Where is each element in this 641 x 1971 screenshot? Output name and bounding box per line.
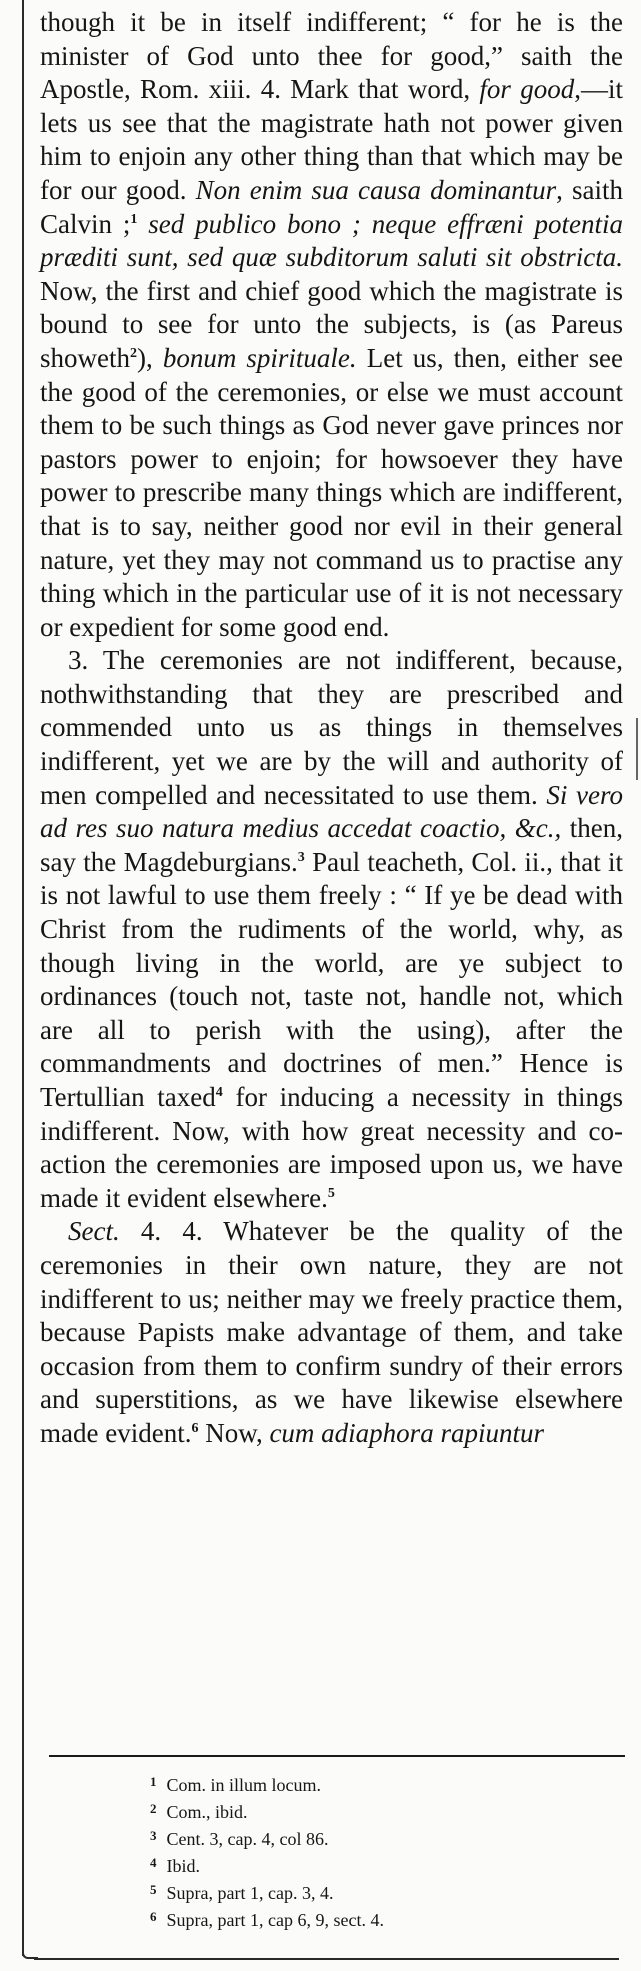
footnote-ref: 1: [130, 211, 138, 227]
footnote: [150, 1851, 620, 1878]
text-run: Let us, then, either see the good of the ceremonies, or else we must account them to be such things as God never gave princes nor pastors power to enjoin; for howsoever they have power to prescribe many things which are indifferent, that is to say, neither good nor evil in their general nature, yet they may not command us to practise any thing which in the particular use of it is not necessary or expedient for some good end.: [40, 342, 623, 642]
text-run: 4. 4. Whatever be the quality of the ceremonies in their own nature, they are not indifferent to us; neither may we freely practice them, because Papists make advantage of them, and take occasion from them to confirm sundry of their errors and superstitions, as we have likewise elsewhere made evident.: [40, 1216, 623, 1448]
footnote-ref: 2: [130, 345, 137, 361]
text-run: then, say the Magdeburgians.: [40, 813, 623, 877]
paragraph-2: [40, 644, 623, 1215]
footnote-number: 6: [150, 1909, 157, 1924]
footnote-text: Com., ibid.: [166, 1802, 248, 1822]
body-text: [40, 6, 623, 1451]
footnote-divider: [49, 1755, 625, 1757]
latin-quote: cum adiaphora rapiuntur: [269, 1417, 544, 1448]
latin-quote: Non enim sua causa dominantur: [195, 174, 557, 205]
footnote-number: 4: [150, 1855, 157, 1870]
footnote-ref: 3: [297, 849, 305, 865]
scan-mark: [636, 718, 638, 780]
italic-run: for good: [479, 74, 575, 105]
left-margin-line: [22, 0, 24, 1956]
footnote-ref: 5: [327, 1185, 335, 1201]
footnote: [150, 1878, 620, 1905]
latin-quote: Si vero ad res suo natura medius accedat coactio, &c.,: [40, 779, 623, 844]
footnote-text: Cent. 3, cap. 4, col 86.: [166, 1829, 329, 1849]
text-run: for inducing a necessity in things indifferent. Now, with how great necessity and co-action the ceremonies are imposed upon us, we have made it evident elsewhere.: [40, 1082, 623, 1213]
footnote-ref: 6: [191, 1420, 199, 1436]
paragraph-3: [40, 1215, 623, 1450]
section-marker: Sect.: [68, 1216, 120, 1247]
text-run: , saith Calvin ;: [40, 174, 623, 239]
footnote-ref: 4: [215, 1085, 223, 1100]
text-run: Now,: [198, 1417, 270, 1448]
footnote-number: 2: [150, 1801, 157, 1816]
footnote-text: Supra, part 1, cap 6, 9, sect. 4.: [166, 1910, 384, 1930]
footnote: [150, 1905, 620, 1932]
footnote-text: Ibid.: [166, 1856, 200, 1876]
latin-quote: bonum spirituale.: [162, 342, 357, 373]
bottom-margin-line: [34, 1958, 619, 1960]
footnote-text: Com. in illum locum.: [166, 1775, 322, 1795]
paragraph-1: [40, 6, 623, 644]
footnote: [150, 1824, 620, 1851]
footnote: [150, 1770, 620, 1797]
text-run: 3. The ceremonies are not indifferent, because, nothwithstanding that they are prescribed and commended unto us as things in themselves indifferent, yet we are by the will and authority of men compelled and necessitated to use them.: [40, 645, 623, 810]
text-run: though it be in itself indifferent; “ for he is the minister of God unto thee for good,” saith the Apostle, Rom. xiii. 4. Mark that word,: [40, 7, 623, 105]
text-run: ,—it lets us see that the magistrate hath not power given him to enjoin any other thing than that which may be for our good.: [40, 74, 623, 205]
footnote: [150, 1797, 620, 1824]
corner-mark: [22, 1945, 38, 1959]
footnote-number: 3: [150, 1828, 157, 1843]
text-run: ),: [137, 342, 163, 373]
footnote-text: Supra, part 1, cap. 3, 4.: [166, 1883, 334, 1903]
text-run: Paul teacheth, Col. ii., that it is not lawful to use them freely : “ If ye be dead with Christ from the rudiments of the world, why, as though living in the world, are ye subject to ordinances (touch not, taste not, handle not, which are all to perish with the using), after the commandments and doctrines of men.” Hence is Tertullian taxed: [40, 846, 623, 1112]
latin-quote: sed publico bono ; neque effræni potentia præditi sunt, sed quæ subditorum saluti sit obstricta.: [40, 208, 623, 273]
footnotes: [150, 1770, 620, 1932]
text-run: Now, the first and chief good which the magistrate is bound to see for unto the subjects, is (as Pareus showeth: [40, 275, 623, 373]
footnote-number: 5: [150, 1882, 157, 1897]
footnote-number: 1: [150, 1774, 157, 1789]
